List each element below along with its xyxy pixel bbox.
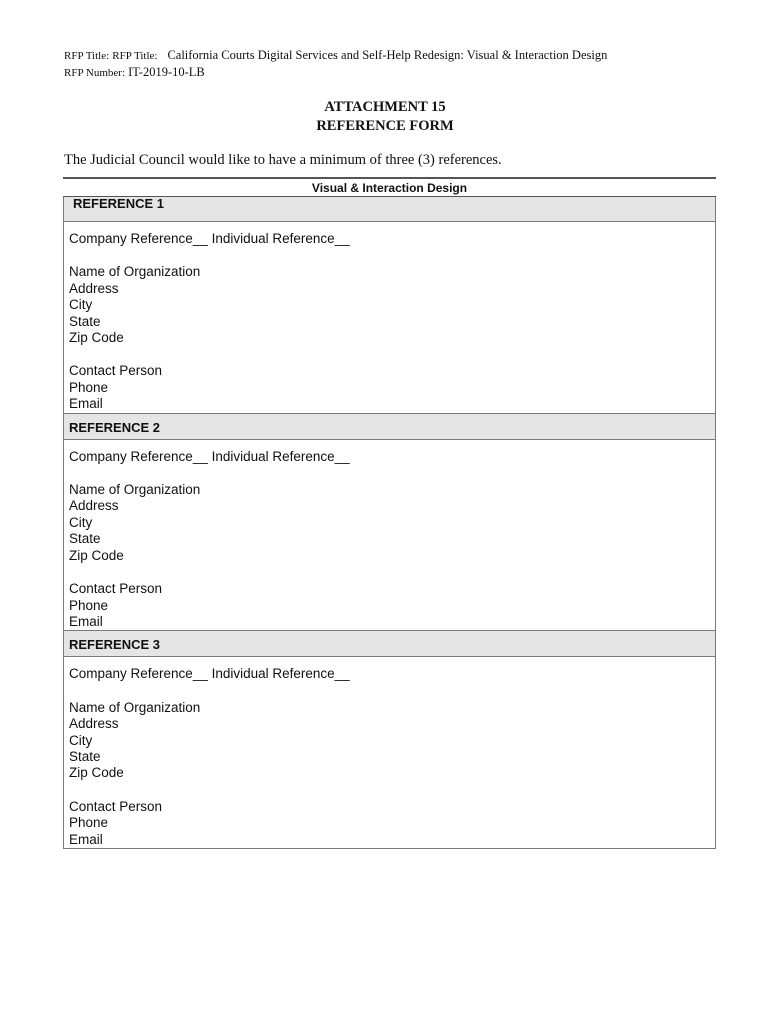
reference-body (64, 222, 715, 413)
section-title: Visual & Interaction Design (311, 181, 468, 195)
field-label: Email (69, 396, 103, 412)
form-title: REFERENCE FORM (316, 118, 454, 134)
organization-fields (69, 700, 715, 782)
reference-heading: REFERENCE 1 (64, 197, 715, 222)
organization-fields (69, 482, 715, 564)
field-label: Address (69, 716, 119, 732)
field-label: Phone (69, 815, 109, 831)
field-label: Email (69, 831, 103, 847)
reference-table (63, 197, 716, 849)
field-label: State (69, 748, 101, 764)
field-label: Contact Person (69, 798, 163, 814)
field-label: Zip Code (69, 330, 124, 346)
rfp-title-label: RFP Title: (64, 50, 110, 62)
rfp-number-line (64, 64, 205, 81)
field-label: Contact Person (69, 581, 163, 597)
rfp-title-line (64, 47, 607, 64)
rfp-title-value: California Courts Digital Services and Self-Help Redesign: Visual & Interaction Design (167, 48, 608, 62)
rfp-number-label: RFP Number: (64, 67, 126, 79)
rfp-title-label-repeat: RFP Title: (112, 50, 158, 62)
reference-type-line: Company Reference__ Individual Reference__ (69, 231, 350, 246)
field-label: City (69, 297, 93, 313)
intro-text: The Judicial Council would like to have a minimum of three (3) references. (64, 152, 502, 168)
field-label: Address (69, 498, 119, 514)
field-label: Zip Code (69, 765, 124, 781)
reference-body (64, 440, 715, 631)
field-label: Contact Person (69, 363, 163, 379)
field-label: Address (69, 280, 119, 296)
field-label: Name of Organization (69, 482, 201, 498)
contact-fields (69, 363, 715, 412)
reference-body (64, 657, 715, 848)
rfp-number-value: IT-2019-10-LB (128, 65, 205, 79)
section-rule-top (63, 177, 716, 179)
field-label: Name of Organization (69, 264, 201, 280)
field-label: Email (69, 613, 103, 629)
field-label: City (69, 514, 93, 530)
reference-heading: REFERENCE 3 (64, 630, 715, 657)
field-label: Name of Organization (69, 699, 201, 715)
reference-type-line: Company Reference__ Individual Reference__ (69, 666, 350, 682)
contact-fields (69, 581, 715, 630)
attachment-title: ATTACHMENT 15 (324, 99, 446, 115)
reference-type-line: Company Reference__ Individual Reference__ (69, 448, 350, 464)
field-label: State (69, 313, 101, 329)
field-label: Phone (69, 597, 109, 613)
field-label: Phone (69, 379, 109, 395)
field-label: Zip Code (69, 547, 124, 563)
field-label: City (69, 732, 93, 748)
organization-fields (69, 264, 715, 346)
field-label: State (69, 531, 101, 547)
reference-heading: REFERENCE 2 (64, 413, 715, 440)
contact-fields (69, 799, 715, 848)
